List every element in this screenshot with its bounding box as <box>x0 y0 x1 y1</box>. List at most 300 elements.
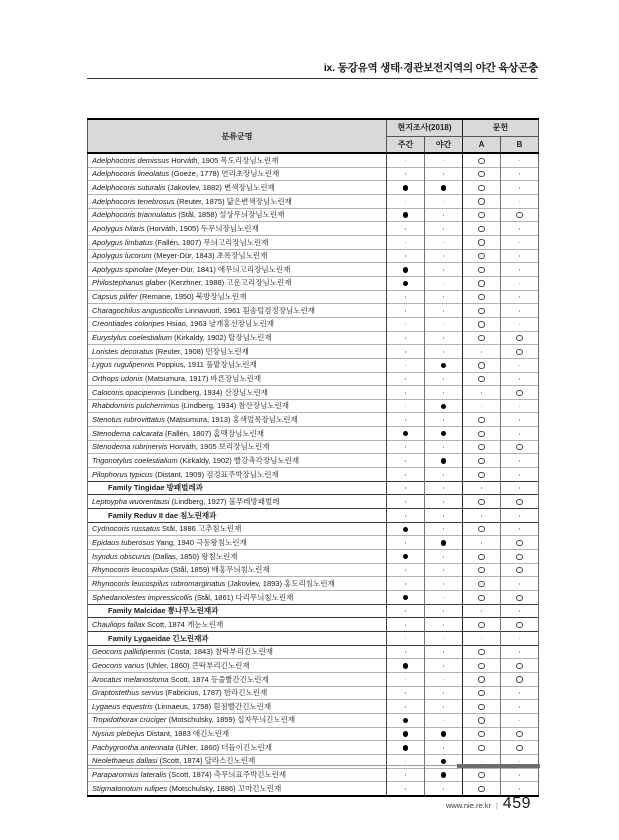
page-header-title: ix. 동강유역 생태·경관보전지역의 야간 육상곤충 <box>323 62 538 74</box>
scientific-name: Capsus pilifer <box>92 292 138 302</box>
dot-marker <box>443 160 445 162</box>
species-row <box>88 536 539 550</box>
scientific-name: Nysius plebejus <box>92 729 145 739</box>
marker-cell <box>425 672 463 686</box>
author-and-korean-name: Poppius, 1911 풀밭장님노린재 <box>154 360 257 370</box>
marker-cell <box>387 618 425 632</box>
dot-marker <box>405 446 407 448</box>
marker-cell <box>501 413 539 427</box>
taxon-name-cell <box>88 454 387 468</box>
marker-cell <box>425 509 463 523</box>
species-row <box>88 700 539 714</box>
marker-cell <box>425 317 463 331</box>
author-and-korean-name: Distant, 1883 애긴노린재 <box>144 729 230 739</box>
dot-marker <box>405 569 407 571</box>
taxon-name-cell: Family Malcidae 뽕나무노린재과 <box>88 604 387 618</box>
open-circle-marker <box>516 444 522 450</box>
marker-cell <box>387 686 425 700</box>
species-table-body <box>88 153 539 796</box>
author-and-korean-name: (Linnaeus, 1758) 흰점빨간긴노린재 <box>152 701 272 711</box>
marker-cell <box>501 672 539 686</box>
marker-cell <box>463 454 501 468</box>
marker-cell <box>425 413 463 427</box>
marker-cell <box>463 317 501 331</box>
marker-cell <box>463 591 501 605</box>
marker-cell <box>463 672 501 686</box>
dot-marker <box>443 638 445 640</box>
marker-cell <box>425 194 463 208</box>
taxon-name-cell <box>88 194 387 208</box>
dot-marker <box>443 747 445 749</box>
taxon-name-cell <box>88 686 387 700</box>
species-row <box>88 495 539 509</box>
marker-cell <box>425 741 463 755</box>
scientific-name: Paraparomius lateralis <box>92 770 167 780</box>
dot-marker <box>519 433 521 435</box>
marker-cell <box>387 700 425 714</box>
open-circle-marker <box>478 376 484 382</box>
family-row <box>88 481 539 495</box>
dot-marker <box>443 337 445 339</box>
marker-cell <box>425 700 463 714</box>
dot-marker <box>443 201 445 203</box>
dot-marker <box>519 720 521 722</box>
marker-cell <box>501 536 539 550</box>
marker-cell <box>387 631 425 645</box>
species-row <box>88 235 539 249</box>
taxon-name-cell: Family Tingidae 방패벌레과 <box>88 481 387 495</box>
marker-cell <box>387 495 425 509</box>
footer-site-url: www.nie.re.kr <box>445 801 491 810</box>
dot-marker <box>519 255 521 257</box>
marker-cell <box>387 454 425 468</box>
species-row <box>88 591 539 605</box>
scientific-name: Neolethaeus dallasi <box>92 756 158 766</box>
marker-cell <box>425 222 463 236</box>
marker-cell <box>501 686 539 700</box>
species-row <box>88 249 539 263</box>
author-and-korean-name: (Scott, 1874) 달라스긴노린재 <box>157 756 256 766</box>
marker-cell <box>387 372 425 386</box>
scientific-name: Apolygus lucorum <box>92 251 152 261</box>
marker-cell <box>501 153 539 167</box>
dot-marker <box>405 487 407 489</box>
scientific-name: Stigmatonotum rufipes <box>92 783 168 793</box>
marker-cell <box>387 659 425 673</box>
taxon-name-cell <box>88 358 387 372</box>
dot-marker <box>443 665 445 667</box>
open-circle-marker <box>478 745 484 751</box>
marker-cell <box>501 591 539 605</box>
marker-cell <box>425 468 463 482</box>
marker-cell <box>463 386 501 400</box>
author-and-korean-name: (Stål, 1858) 설상무늬장님노린재 <box>176 210 285 220</box>
marker-cell <box>387 263 425 277</box>
species-row <box>88 618 539 632</box>
dot-marker <box>405 406 407 408</box>
taxon-name-cell <box>88 413 387 427</box>
open-circle-marker <box>478 704 484 710</box>
dot-marker <box>405 501 407 503</box>
dot-marker <box>443 679 445 681</box>
filled-circle-marker <box>441 431 447 437</box>
dot-marker <box>443 242 445 244</box>
marker-cell <box>425 686 463 700</box>
scientific-name: Geocoris varius <box>92 660 145 670</box>
marker-cell <box>387 741 425 755</box>
header-rule <box>87 78 538 79</box>
taxon-name-cell <box>88 263 387 277</box>
marker-cell <box>425 481 463 495</box>
dot-marker <box>443 597 445 599</box>
filled-circle-marker <box>403 554 409 560</box>
marker-cell <box>501 399 539 413</box>
marker-cell <box>501 290 539 304</box>
marker-cell <box>463 727 501 741</box>
scientific-name: Rhynocoris leucospilus rubromarginatus <box>92 578 226 588</box>
scientific-name: Adelphocoris demissus <box>92 155 170 165</box>
dot-marker <box>443 419 445 421</box>
scientific-name: Lygaeus equestris <box>92 701 153 711</box>
marker-cell <box>501 741 539 755</box>
dot-marker <box>443 583 445 585</box>
dot-marker <box>519 460 521 462</box>
marker-cell <box>387 536 425 550</box>
dot-marker <box>443 324 445 326</box>
marker-cell <box>425 208 463 222</box>
open-circle-marker <box>478 663 484 669</box>
dot-marker <box>519 201 521 203</box>
marker-cell <box>501 331 539 345</box>
species-row <box>88 153 539 167</box>
taxon-name-cell <box>88 372 387 386</box>
author-and-korean-name: (Fallén, 1807) 홈맥장님노린재 <box>162 428 265 438</box>
author-and-korean-name: Horváth, 1905 보리장님노린재 <box>167 442 270 452</box>
open-circle-marker <box>478 444 484 450</box>
open-circle-marker <box>478 731 484 737</box>
marker-cell <box>425 263 463 277</box>
open-circle-marker <box>516 335 522 341</box>
dot-marker <box>443 446 445 448</box>
taxon-name-cell: Family Reduv II dae 침노린재과 <box>88 509 387 523</box>
species-row <box>88 372 539 386</box>
dot-marker <box>481 406 483 408</box>
dot-marker <box>405 160 407 162</box>
marker-cell <box>387 276 425 290</box>
dot-marker <box>519 487 521 489</box>
scientific-name: Chauliops fallax <box>92 619 145 629</box>
open-circle-marker <box>516 595 522 601</box>
author-and-korean-name: Scott, 1874 등줄빨간긴노린재 <box>168 674 269 684</box>
taxon-name-cell <box>88 235 387 249</box>
dot-marker <box>481 487 483 489</box>
marker-cell <box>387 358 425 372</box>
dot-marker <box>481 761 483 763</box>
marker-cell <box>501 304 539 318</box>
author-and-korean-name: (Meyer-Dür, 1841) 애무늬고리장님노린재 <box>152 264 291 274</box>
dot-marker <box>519 515 521 517</box>
marker-cell <box>387 290 425 304</box>
author-and-korean-name: (Dallas, 1850) 왕침노린재 <box>150 551 238 561</box>
open-circle-marker <box>516 554 522 560</box>
species-row <box>88 304 539 318</box>
species-row <box>88 181 539 195</box>
scientific-name: Trigonotylus coelestialium <box>92 456 178 466</box>
open-circle-marker <box>478 171 484 177</box>
author-and-korean-name: (Jakovlev, 1882) 변색장님노린재 <box>165 182 275 192</box>
marker-cell <box>463 563 501 577</box>
dot-marker <box>443 624 445 626</box>
open-circle-marker <box>516 622 522 628</box>
marker-cell <box>463 304 501 318</box>
species-row <box>88 659 539 673</box>
marker-cell <box>501 181 539 195</box>
marker-cell <box>425 427 463 441</box>
dot-marker <box>519 228 521 230</box>
dot-marker <box>519 406 521 408</box>
taxon-name-cell <box>88 249 387 263</box>
taxon-name-cell <box>88 741 387 755</box>
marker-cell <box>501 522 539 536</box>
taxon-name-cell <box>88 304 387 318</box>
column-header-survey-group: 현지조사(2018) <box>387 119 463 136</box>
marker-cell <box>425 181 463 195</box>
open-circle-marker <box>478 472 484 478</box>
dot-marker <box>405 761 407 763</box>
dot-marker <box>405 460 407 462</box>
marker-cell <box>387 413 425 427</box>
marker-cell <box>387 181 425 195</box>
marker-cell <box>425 345 463 359</box>
column-header-day: 주간 <box>387 136 425 153</box>
taxon-name-cell <box>88 208 387 222</box>
marker-cell <box>387 509 425 523</box>
author-and-korean-name: Scott, 1874 게눈노린재 <box>144 619 224 629</box>
dot-marker <box>405 706 407 708</box>
scientific-name: Adelphocoris suturalis <box>92 182 166 192</box>
marker-cell <box>387 194 425 208</box>
dot-marker <box>405 624 407 626</box>
dot-marker <box>443 569 445 571</box>
scientific-name: Stenodema rubrinervis <box>92 442 168 452</box>
dot-marker <box>519 419 521 421</box>
open-circle-marker <box>478 226 484 232</box>
dot-marker <box>405 638 407 640</box>
dot-marker <box>443 501 445 503</box>
marker-cell <box>463 222 501 236</box>
marker-cell <box>501 235 539 249</box>
author-and-korean-name: (Goeze, 1778) 연리초장님노린재 <box>169 169 280 179</box>
open-circle-marker <box>478 267 484 273</box>
filled-circle-marker <box>403 281 409 287</box>
marker-cell <box>387 481 425 495</box>
taxon-name-cell <box>88 782 387 796</box>
filled-circle-marker <box>441 185 447 191</box>
taxon-name-cell <box>88 427 387 441</box>
taxon-name-cell <box>88 222 387 236</box>
dot-marker <box>481 515 483 517</box>
dot-marker <box>443 310 445 312</box>
open-circle-marker <box>478 567 484 573</box>
species-row <box>88 645 539 659</box>
filled-circle-marker <box>441 458 447 464</box>
dot-marker <box>519 761 521 763</box>
marker-cell <box>501 386 539 400</box>
scientific-name: Cydnocoris russatus <box>92 524 160 534</box>
marker-cell <box>463 167 501 181</box>
marker-cell <box>425 235 463 249</box>
marker-cell <box>501 727 539 741</box>
scientific-name: Charagochilus angusticollis <box>92 305 183 315</box>
species-row <box>88 440 539 454</box>
filled-circle-marker <box>403 718 409 724</box>
species-row <box>88 331 539 345</box>
dot-marker <box>405 610 407 612</box>
marker-cell <box>387 768 425 782</box>
author-and-korean-name: (Uhler, 1860) 큰딱부리긴노린재 <box>144 660 250 670</box>
dot-marker <box>443 351 445 353</box>
dot-marker <box>405 774 407 776</box>
marker-cell <box>425 167 463 181</box>
marker-cell <box>463 659 501 673</box>
marker-cell <box>463 194 501 208</box>
open-circle-marker <box>478 772 484 778</box>
scientific-name: Philostephanus glaber <box>92 278 167 288</box>
marker-cell <box>425 713 463 727</box>
taxon-name-cell <box>88 276 387 290</box>
dot-marker <box>405 201 407 203</box>
taxon-name-cell <box>88 386 387 400</box>
open-circle-marker <box>478 717 484 723</box>
species-row <box>88 208 539 222</box>
filled-circle-marker <box>403 663 409 669</box>
author-and-korean-name: (Kirkaldy, 1902) 탈장님노린재 <box>172 333 272 343</box>
scientific-name: Lygus rugulipennis <box>92 360 155 370</box>
marker-cell <box>425 399 463 413</box>
species-row <box>88 427 539 441</box>
marker-cell <box>501 249 539 263</box>
species-row <box>88 563 539 577</box>
marker-cell <box>425 372 463 386</box>
marker-cell <box>463 536 501 550</box>
dot-marker <box>405 228 407 230</box>
dot-marker <box>519 378 521 380</box>
scientific-name: Stenotus rubrovittatus <box>92 415 165 425</box>
species-row <box>88 686 539 700</box>
marker-cell <box>387 304 425 318</box>
marker-cell <box>387 235 425 249</box>
marker-cell <box>425 577 463 591</box>
author-and-korean-name: (Lindberg, 1934) 참산장님노린재 <box>179 401 290 411</box>
marker-cell <box>387 222 425 236</box>
marker-cell <box>463 686 501 700</box>
scientific-name: Loristes decoratus <box>92 346 154 356</box>
marker-cell <box>425 659 463 673</box>
open-circle-marker <box>478 198 484 204</box>
scientific-name: Adelphocoris tenebrosus <box>92 196 175 206</box>
open-circle-marker <box>478 212 484 218</box>
marker-cell <box>501 550 539 564</box>
footer-rule-accent <box>457 764 540 768</box>
scientific-name: Creontiades coloripes <box>92 319 165 329</box>
marker-cell <box>463 645 501 659</box>
dot-marker <box>481 610 483 612</box>
author-and-korean-name: Horváth, 1905 목도리장님노린재 <box>169 155 279 165</box>
dot-marker <box>443 692 445 694</box>
open-circle-marker <box>478 526 484 532</box>
author-and-korean-name: (Lindberg, 1927) 물푸레방패벌레 <box>169 496 280 506</box>
taxon-name-cell <box>88 618 387 632</box>
author-and-korean-name: (Remane, 1950) 북방장님노린재 <box>137 292 247 302</box>
dot-marker <box>481 351 483 353</box>
marker-cell <box>425 304 463 318</box>
marker-cell <box>387 550 425 564</box>
open-circle-marker <box>478 595 484 601</box>
dot-marker <box>405 692 407 694</box>
marker-cell <box>463 290 501 304</box>
marker-cell <box>463 413 501 427</box>
marker-cell <box>463 768 501 782</box>
dot-marker <box>519 173 521 175</box>
author-and-korean-name: (Reuter, 1875) 닮은변색장님노린재 <box>174 196 292 206</box>
marker-cell <box>501 645 539 659</box>
dot-marker <box>405 310 407 312</box>
dot-marker <box>405 378 407 380</box>
marker-cell <box>501 358 539 372</box>
open-circle-marker <box>478 308 484 314</box>
dot-marker <box>519 365 521 367</box>
marker-cell <box>387 591 425 605</box>
dot-marker <box>443 255 445 257</box>
dot-marker <box>519 692 521 694</box>
scientific-name: Apolygus limbatus <box>92 237 153 247</box>
marker-cell <box>425 727 463 741</box>
dot-marker <box>519 283 521 285</box>
marker-cell <box>463 782 501 796</box>
filled-circle-marker <box>403 185 409 191</box>
dot-marker <box>405 351 407 353</box>
marker-cell <box>425 768 463 782</box>
dot-marker <box>443 720 445 722</box>
marker-cell <box>501 440 539 454</box>
scientific-name: Tropidothorax cruciger <box>92 715 167 725</box>
dot-marker <box>481 638 483 640</box>
dot-marker <box>405 324 407 326</box>
marker-cell <box>463 700 501 714</box>
marker-cell <box>425 604 463 618</box>
marker-cell <box>463 427 501 441</box>
marker-cell <box>387 345 425 359</box>
scientific-name: Epidaus tuberosus <box>92 537 155 547</box>
marker-cell <box>387 399 425 413</box>
taxon-name-cell: Family Lygaeidae 긴노린재과 <box>88 631 387 645</box>
taxon-name-cell <box>88 591 387 605</box>
dot-marker <box>443 556 445 558</box>
marker-cell <box>501 509 539 523</box>
open-circle-marker <box>478 158 484 164</box>
column-header-night: 야간 <box>425 136 463 153</box>
scientific-name: Rhynocoris leucospilus <box>92 565 169 575</box>
dot-marker <box>443 378 445 380</box>
marker-cell <box>463 481 501 495</box>
marker-cell <box>425 782 463 796</box>
open-circle-marker <box>516 745 522 751</box>
marker-cell <box>387 604 425 618</box>
species-row <box>88 167 539 181</box>
marker-cell <box>501 276 539 290</box>
dot-marker <box>443 296 445 298</box>
species-row <box>88 222 539 236</box>
